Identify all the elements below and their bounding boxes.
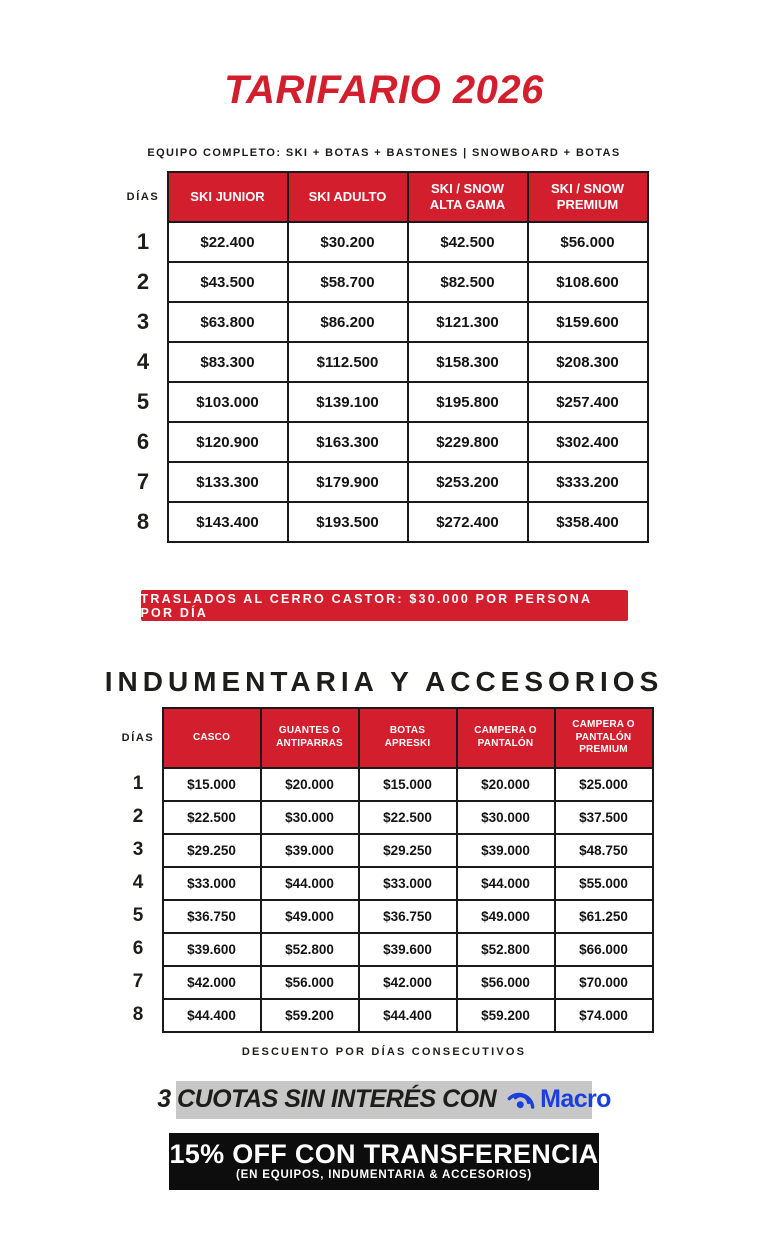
price-cell: $358.400 (528, 502, 648, 542)
transfer-banner: TRASLADOS AL CERRO CASTOR: $30.000 POR PERSONA POR DÍA (141, 590, 628, 621)
column-header-guantes-antiparras: GUANTES O ANTIPARRAS (261, 708, 359, 768)
macro-logo (505, 1085, 611, 1114)
discount-note: DESCUENTO POR DÍAS CONSECUTIVOS (241, 1045, 527, 1058)
apparel-header-row (115, 708, 653, 768)
table-row (120, 462, 648, 502)
table-row (115, 966, 653, 999)
day-number: 6 (132, 938, 144, 960)
price-cell: $86.200 (288, 302, 408, 342)
price-cell: $39.000 (261, 834, 359, 867)
price-cell: $56.000 (457, 966, 555, 999)
price-cell: $30.000 (457, 801, 555, 834)
price-cell: $48.750 (555, 834, 653, 867)
price-cell: $74.000 (555, 999, 653, 1032)
apparel-table (115, 707, 654, 1033)
day-number: 4 (132, 872, 144, 894)
day-number: 7 (136, 469, 150, 494)
price-cell: $15.000 (359, 768, 457, 801)
price-cell: $20.000 (261, 768, 359, 801)
macro-wifi-arcs-icon (505, 1086, 539, 1114)
price-cell: $49.000 (261, 900, 359, 933)
column-header-ski-adulto: SKI ADULTO (288, 172, 408, 222)
price-cell: $33.000 (359, 867, 457, 900)
price-cell: $253.200 (408, 462, 528, 502)
price-cell: $143.400 (168, 502, 288, 542)
price-cell: $108.600 (528, 262, 648, 302)
price-cell: $103.000 (168, 382, 288, 422)
days-header: DÍAS (126, 191, 160, 203)
day-number: 2 (136, 269, 150, 294)
price-cell: $36.750 (359, 900, 457, 933)
price-cell: $56.000 (261, 966, 359, 999)
price-cell: $36.750 (163, 900, 261, 933)
price-cell: $30.000 (261, 801, 359, 834)
price-cell: $163.300 (288, 422, 408, 462)
transfer-discount-banner (169, 1133, 599, 1190)
column-header-ski-snow-alta-gama: SKI / SNOW ALTA GAMA (408, 172, 528, 222)
price-cell: $333.200 (528, 462, 648, 502)
price-cell: $59.200 (261, 999, 359, 1032)
price-cell: $44.000 (261, 867, 359, 900)
price-cell: $59.200 (457, 999, 555, 1032)
price-cell: $29.250 (163, 834, 261, 867)
price-cell: $42.000 (163, 966, 261, 999)
table-row (115, 768, 653, 801)
days-header: DÍAS (121, 731, 155, 744)
day-number: 2 (132, 806, 144, 828)
macro-brand-text: Macro (540, 1085, 611, 1114)
day-number: 5 (132, 905, 144, 927)
price-cell: $52.800 (261, 933, 359, 966)
price-cell: $20.000 (457, 768, 555, 801)
price-cell: $61.250 (555, 900, 653, 933)
price-cell: $55.000 (555, 867, 653, 900)
price-cell: $22.500 (163, 801, 261, 834)
column-header-ski-junior: SKI JUNIOR (168, 172, 288, 222)
day-number: 8 (132, 1004, 144, 1026)
column-header-ski-snow-premium: SKI / SNOW PREMIUM (528, 172, 648, 222)
day-number: 3 (132, 839, 144, 861)
price-cell: $70.000 (555, 966, 653, 999)
price-cell: $121.300 (408, 302, 528, 342)
day-number: 1 (132, 773, 144, 795)
price-cell: $25.000 (555, 768, 653, 801)
equipment-subtitle: EQUIPO COMPLETO: SKI + BOTAS + BASTONES | SNOWBOARD + BOTAS (147, 147, 621, 159)
price-cell: $42.000 (359, 966, 457, 999)
price-cell: $159.600 (528, 302, 648, 342)
day-number: 1 (136, 229, 150, 254)
table-row (120, 302, 648, 342)
price-cell: $39.600 (163, 933, 261, 966)
column-header-campera-pantalon: CAMPERA O PANTALÓN (457, 708, 555, 768)
price-cell: $66.000 (555, 933, 653, 966)
price-cell: $208.300 (528, 342, 648, 382)
price-cell: $30.200 (288, 222, 408, 262)
day-number: 6 (136, 429, 150, 454)
price-cell: $195.800 (408, 382, 528, 422)
price-cell: $133.300 (168, 462, 288, 502)
table-row (115, 900, 653, 933)
table-row (120, 502, 648, 542)
day-number: 8 (136, 509, 150, 534)
price-cell: $52.800 (457, 933, 555, 966)
installments-text: 3 CUOTAS SIN INTERÉS CON (157, 1085, 497, 1114)
table-row (115, 867, 653, 900)
table-row (115, 933, 653, 966)
price-cell: $139.100 (288, 382, 408, 422)
price-cell: $43.500 (168, 262, 288, 302)
price-cell: $82.500 (408, 262, 528, 302)
price-cell: $39.600 (359, 933, 457, 966)
price-cell: $56.000 (528, 222, 648, 262)
page-title: TARIFARIO 2026 (224, 68, 544, 112)
apparel-title: INDUMENTARIA Y ACCESORIOS (104, 666, 664, 697)
price-cell: $63.800 (168, 302, 288, 342)
price-cell: $22.500 (359, 801, 457, 834)
price-cell: $29.250 (359, 834, 457, 867)
transfer-discount-title: 15% OFF CON TRANSFERENCIA (169, 1138, 599, 1169)
price-cell: $83.300 (168, 342, 288, 382)
price-cell: $44.000 (457, 867, 555, 900)
price-cell: $49.000 (457, 900, 555, 933)
table-row (120, 342, 648, 382)
equipment-header-row (120, 172, 648, 222)
table-row (115, 999, 653, 1032)
table-row (115, 834, 653, 867)
price-cell: $39.000 (457, 834, 555, 867)
day-number: 4 (136, 349, 150, 374)
price-cell: $15.000 (163, 768, 261, 801)
price-cell: $120.900 (168, 422, 288, 462)
installments-banner (157, 1081, 611, 1119)
price-cell: $22.400 (168, 222, 288, 262)
day-number: 7 (132, 971, 144, 993)
table-row (120, 382, 648, 422)
price-cell: $42.500 (408, 222, 528, 262)
column-header-botas-apreski: BOTAS APRESKI (359, 708, 457, 768)
price-cell: $229.800 (408, 422, 528, 462)
price-cell: $272.400 (408, 502, 528, 542)
price-cell: $37.500 (555, 801, 653, 834)
column-header-campera-pantalon-premium: CAMPERA O PANTALÓN PREMIUM (555, 708, 653, 768)
table-row (120, 262, 648, 302)
table-row (120, 422, 648, 462)
price-cell: $44.400 (163, 999, 261, 1032)
table-row (120, 222, 648, 262)
day-number: 5 (136, 389, 150, 414)
price-cell: $58.700 (288, 262, 408, 302)
price-cell: $158.300 (408, 342, 528, 382)
equipment-table (120, 171, 649, 543)
table-row (115, 801, 653, 834)
day-number: 3 (136, 309, 150, 334)
price-cell: $112.500 (288, 342, 408, 382)
transfer-discount-subtitle: (EN EQUIPOS, INDUMENTARIA & ACCESORIOS) (236, 1169, 532, 1182)
column-header-casco: CASCO (163, 708, 261, 768)
price-cell: $33.000 (163, 867, 261, 900)
price-cell: $257.400 (528, 382, 648, 422)
price-cell: $193.500 (288, 502, 408, 542)
price-cell: $179.900 (288, 462, 408, 502)
price-cell: $302.400 (528, 422, 648, 462)
price-cell: $44.400 (359, 999, 457, 1032)
